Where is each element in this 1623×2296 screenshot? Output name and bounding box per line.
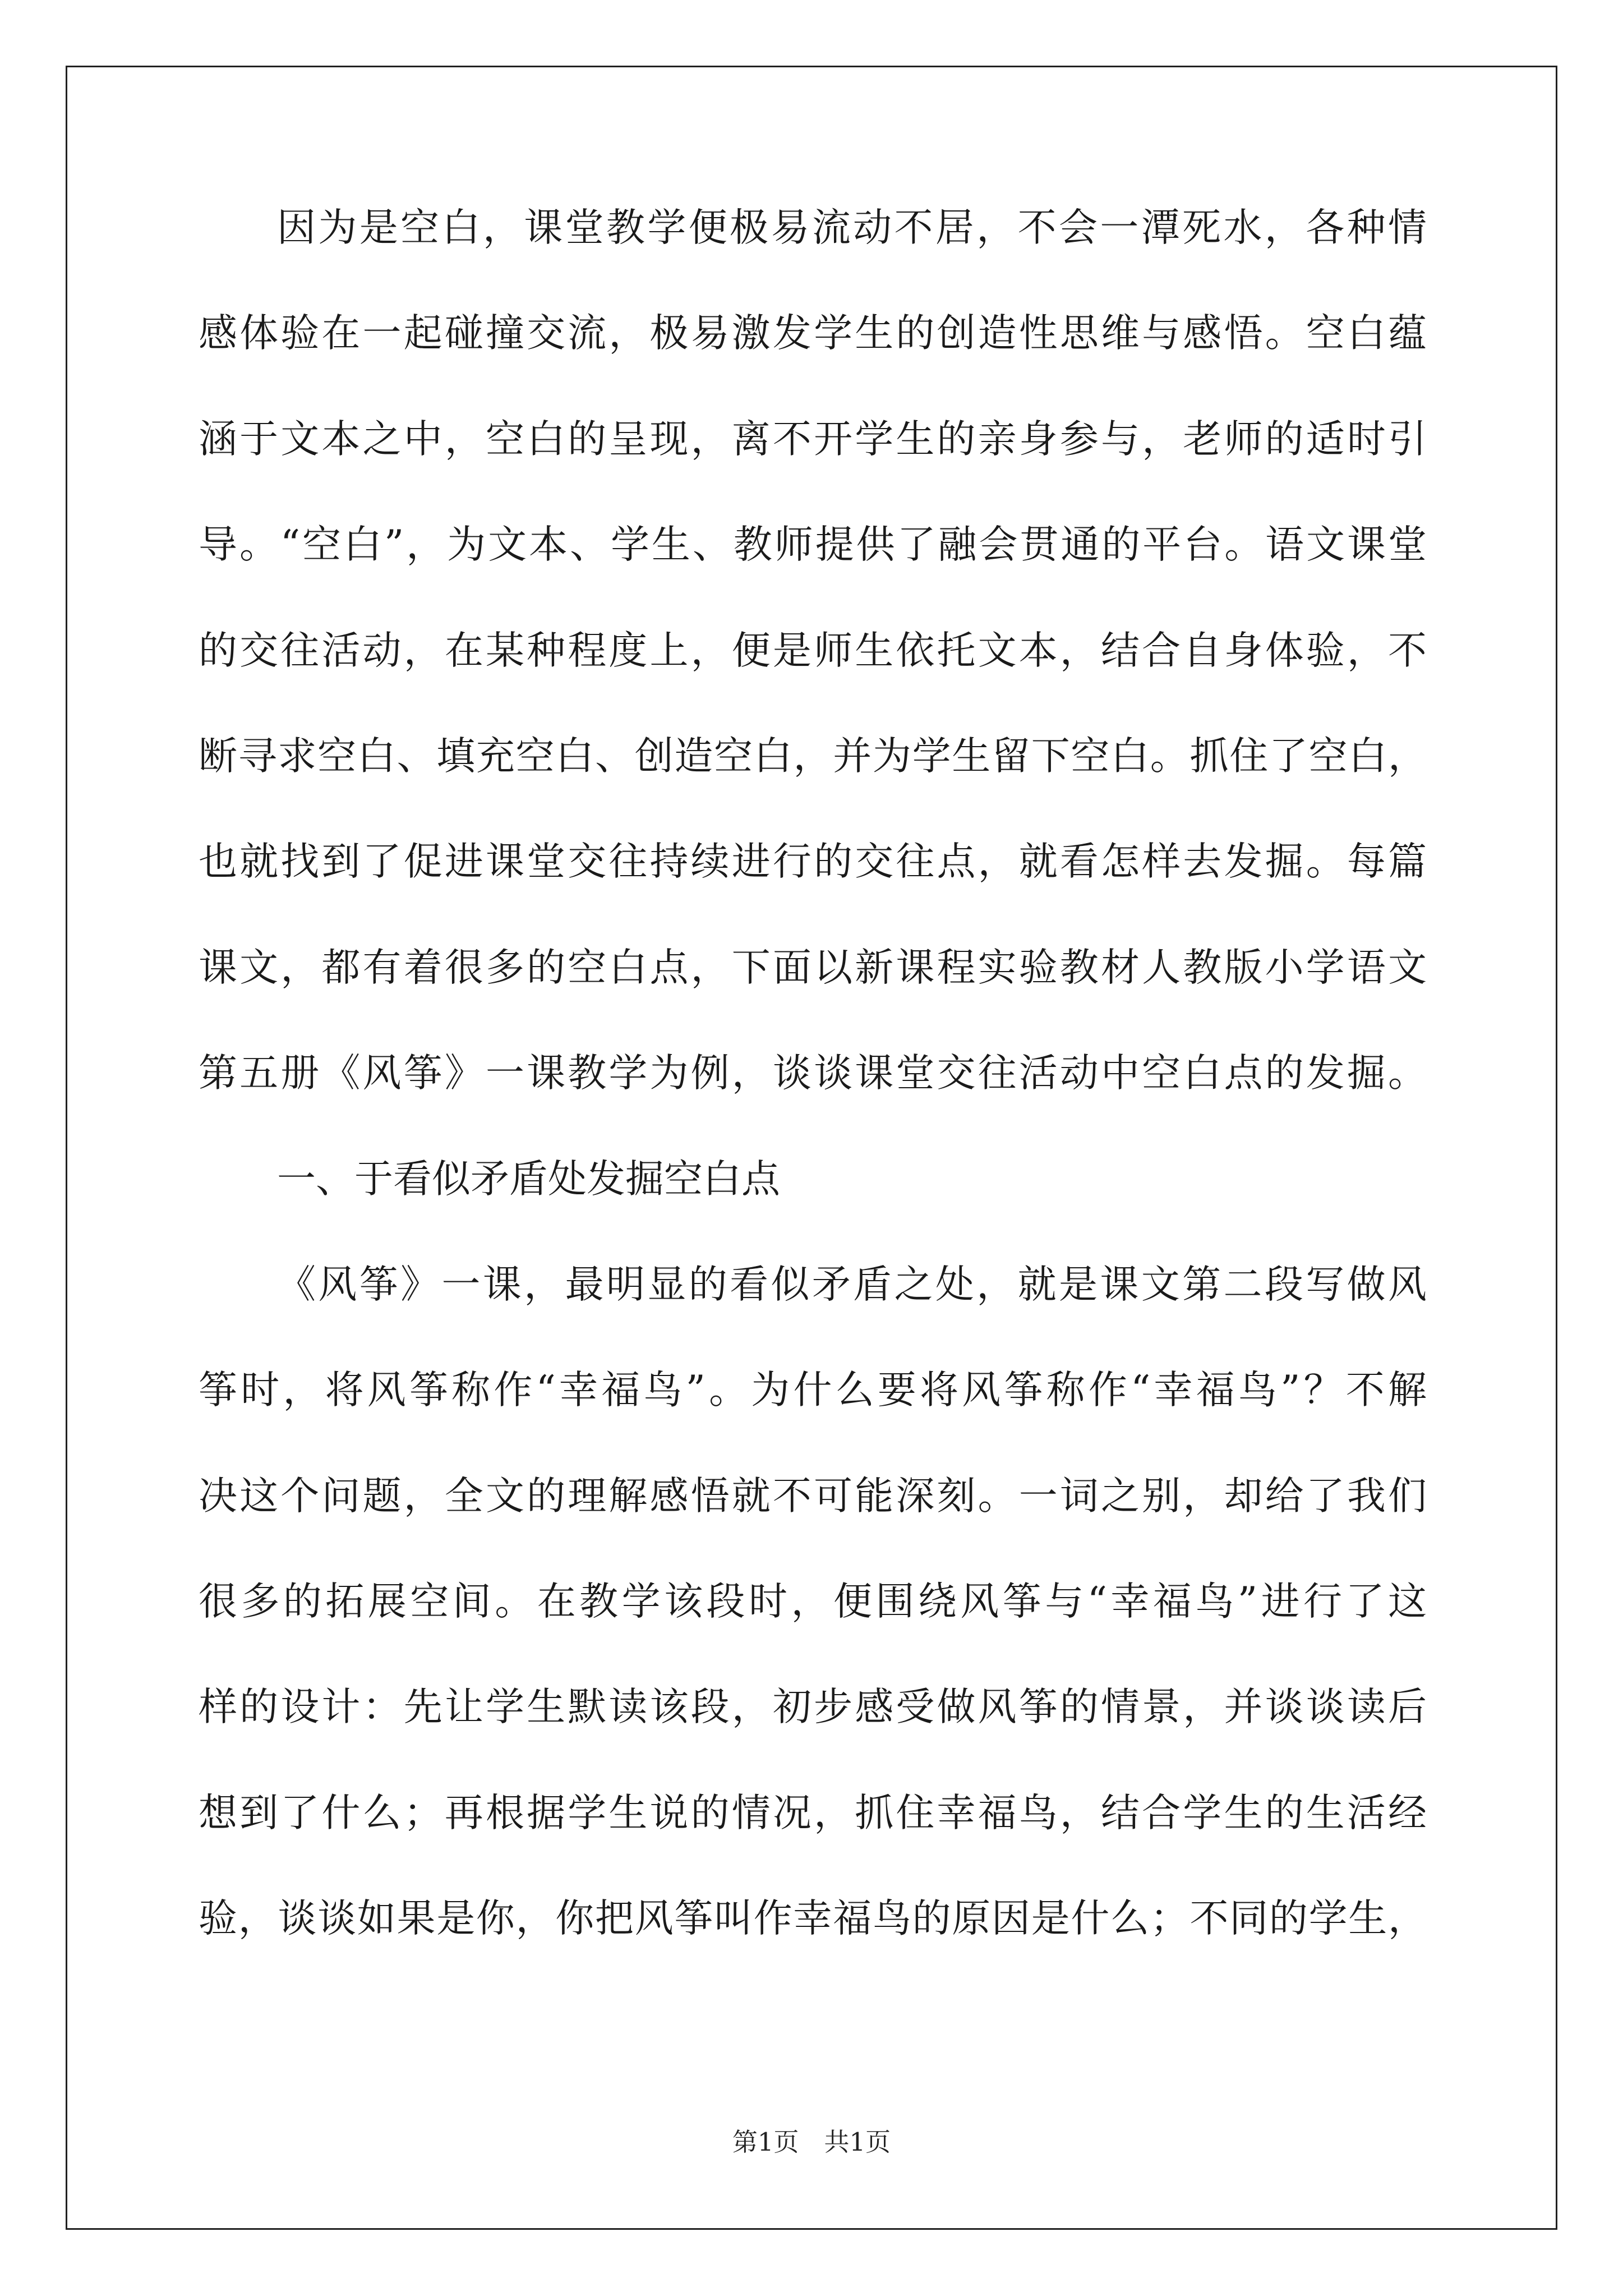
page-number-footer: 第1页 共1页 [732, 2127, 891, 2157]
paragraph-line: 断寻求空白、填充空白、创造空白，并为学生留下空白。抓住了空白， [199, 733, 1427, 779]
paragraph-line: 导。“空白”，为文本、学生、教师提供了融会贯通的平台。语文课堂 [199, 522, 1427, 568]
paragraph-line: 很多的拓展空间。在教学该段时，便围绕风筝与“幸福鸟”进行了这 [199, 1579, 1427, 1625]
paragraph-line: 筝时，将风筝称作“幸福鸟”。为什么要将风筝称作“幸福鸟”？不解 [199, 1368, 1427, 1413]
paragraph-line: 涵于文本之中，空白的呈现，离不开学生的亲身参与，老师的适时引 [199, 416, 1427, 462]
paragraph-line: 课文，都有着很多的空白点，下面以新课程实验教材人教版小学语文 [199, 945, 1427, 990]
section-heading: 一、于看似矛盾处发掘空白点 [277, 1156, 780, 1202]
paragraph-line: 样的设计：先让学生默读该段，初步感受做风筝的情景，并谈谈读后 [199, 1685, 1427, 1730]
paragraph-line: 的交往活动，在某种程度上，便是师生依托文本，结合自身体验，不 [199, 628, 1427, 673]
paragraph-line: 因为是空白，课堂教学便极易流动不居，不会一潭死水，各种情 [277, 205, 1427, 250]
paragraph-line: 感体验在一起碰撞交流，极易激发学生的创造性思维与感悟。空白蕴 [199, 311, 1427, 356]
paragraph-line: 第五册《风筝》一课教学为例，谈谈课堂交往活动中空白点的发掘。 [199, 1051, 1427, 1096]
paragraph-line: 也就找到了促进课堂交往持续进行的交往点，就看怎样去发掘。每篇 [199, 839, 1427, 885]
document-body [199, 205, 1427, 2005]
paragraph-line: 决这个问题，全文的理解感悟就不可能深刻。一词之别，却给了我们 [199, 1473, 1427, 1519]
paragraph-line: 验，谈谈如果是你，你把风筝叫作幸福鸟的原因是什么；不同的学生， [199, 1896, 1427, 1941]
paragraph-line: 《风筝》一课，最明显的看似矛盾之处，就是课文第二段写做风 [277, 1262, 1427, 1307]
paragraph-line: 想到了什么；再根据学生说的情况，抓住幸福鸟，结合学生的生活经 [199, 1790, 1427, 1835]
